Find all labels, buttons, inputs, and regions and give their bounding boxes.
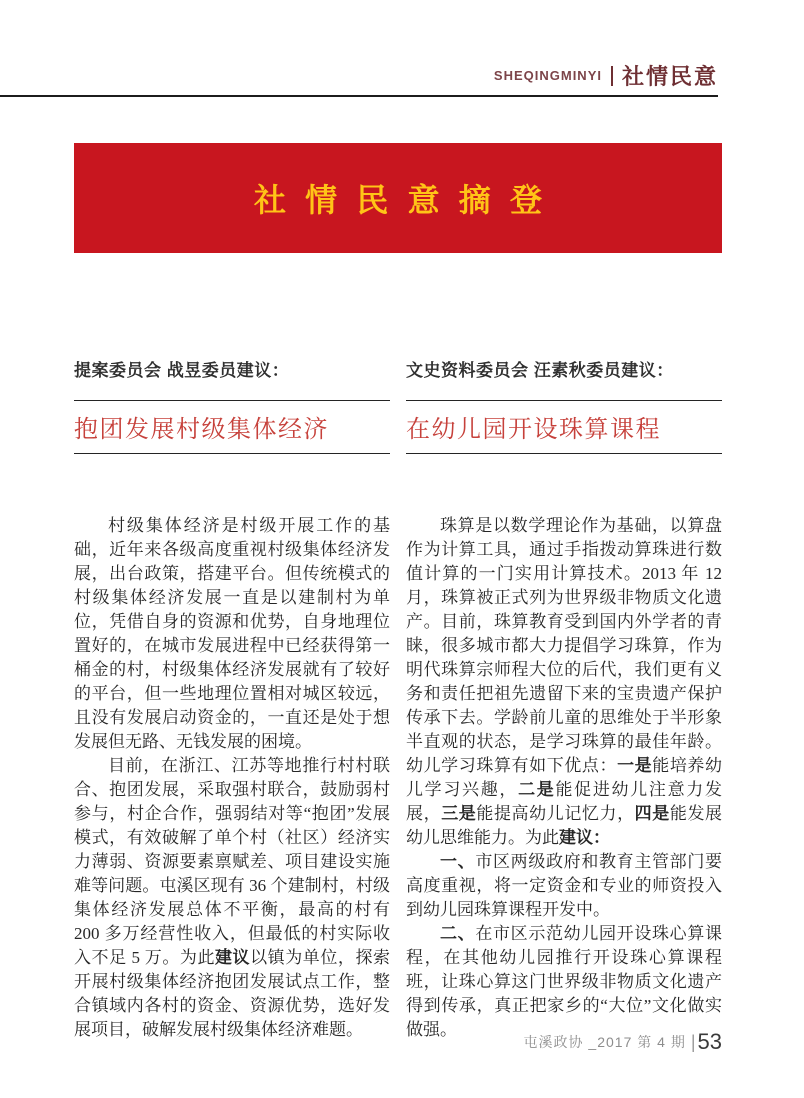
article-title: 抱团发展村级集体经济 — [74, 416, 329, 443]
kicker-rule — [74, 400, 390, 401]
article-columns — [74, 356, 722, 1042]
body-paragraph: 目前，在浙江、江苏等地推行村村联合、抱团发展，采取强村联合，鼓励弱村参与，村企合作，强弱结对等“抱团”发展模式，有效破解了单个村（社区）经济实力薄弱、资源要素禀赋差、项目建设实施难等问题。屯溪区现有 36 个建制村，村级集体经济发展总体不平衡，最高的村有 200 多万经营性收入，但最低的村实际收入不足 5 万。为此建议以镇为单位，探索开展村级集体经济抱团发展试点工作，整合镇域内各村的资金、资源优势，选好发展项目，破解发展村级集体经济难题。 — [74, 756, 391, 1039]
article-kicker: 提案委员会 战昱委员建议： — [74, 361, 290, 380]
running-head-divider — [611, 66, 613, 86]
title-rule — [74, 453, 390, 454]
body-paragraph: 村级集体经济是村级开展工作的基础，近年来各级高度重视村级集体经济发展，出台政策，搭建平台。但传统模式的村级集体经济发展一直是以建制村为单位，凭借自身的资源和优势，自身地理位置好的，在城市发展进程中已经获得第一桶金的村，村级集体经济发展就有了较好的平台，但一些地理位置相对城区较远，且没有发展启动资金的，一直还是处于想发展但无路、无钱发展的困境。 — [74, 516, 390, 751]
article-body — [74, 514, 390, 1042]
article-kicker: 文史资料委员会 汪素秋委员建议： — [406, 361, 674, 380]
body-paragraph: 一、市区两级政府和教育主管部门要高度重视，将一定资金和专业的师资投入到幼儿园珠算课程开发中。 — [406, 852, 723, 919]
body-paragraph: 二、在市区示范幼儿园开设珠心算课程，在其他幼儿园推行开设珠心算课程班，让珠心算这门世界级非物质文化遗产得到传承，真正把家乡的“大位”文化做实做强。 — [406, 924, 723, 1039]
kicker-rule — [406, 400, 722, 401]
running-head — [0, 60, 718, 91]
running-head-title: 社情民意 — [621, 64, 718, 89]
title-rule — [406, 453, 722, 454]
section-banner-title: 社情民意摘登 — [253, 182, 562, 218]
section-banner — [74, 143, 722, 253]
page-footer — [0, 1029, 722, 1055]
article-left — [74, 356, 390, 1042]
footer-page-number: 53 — [697, 1029, 722, 1054]
article-body — [406, 514, 722, 1042]
footer-divider: | — [690, 1031, 696, 1052]
header-rule — [0, 95, 718, 97]
body-paragraph: 珠算是以数学理论作为基础，以算盘作为计算工具，通过手指拨动算珠进行数值计算的一门实用计算技术。2013 年 12 月，珠算被正式列为世界级非物质文化遗产。目前，珠算教育受到国内外学者的青睐，很多城市都大力提倡学习珠算，作为明代珠算宗师程大位的后代，我们更有义务和责任把祖先遗留下来的宝贵遗产保护传承下去。学龄前儿童的思维处于半形象半直观的状态，是学习珠算的最佳年龄。幼儿学习珠算有如下优点：一是能培养幼儿学习兴趣，二是能促进幼儿注意力发展，三是能提高幼儿记忆力，四是能发展幼儿思维能力。为此建议： — [406, 516, 723, 847]
running-head-latin: SHEQINGMINYI — [493, 68, 602, 83]
article-title: 在幼儿园开设珠算课程 — [406, 416, 661, 443]
article-right — [406, 356, 722, 1042]
footer-journal-info: 屯溪政协 _2017 第 4 期 — [523, 1034, 686, 1050]
